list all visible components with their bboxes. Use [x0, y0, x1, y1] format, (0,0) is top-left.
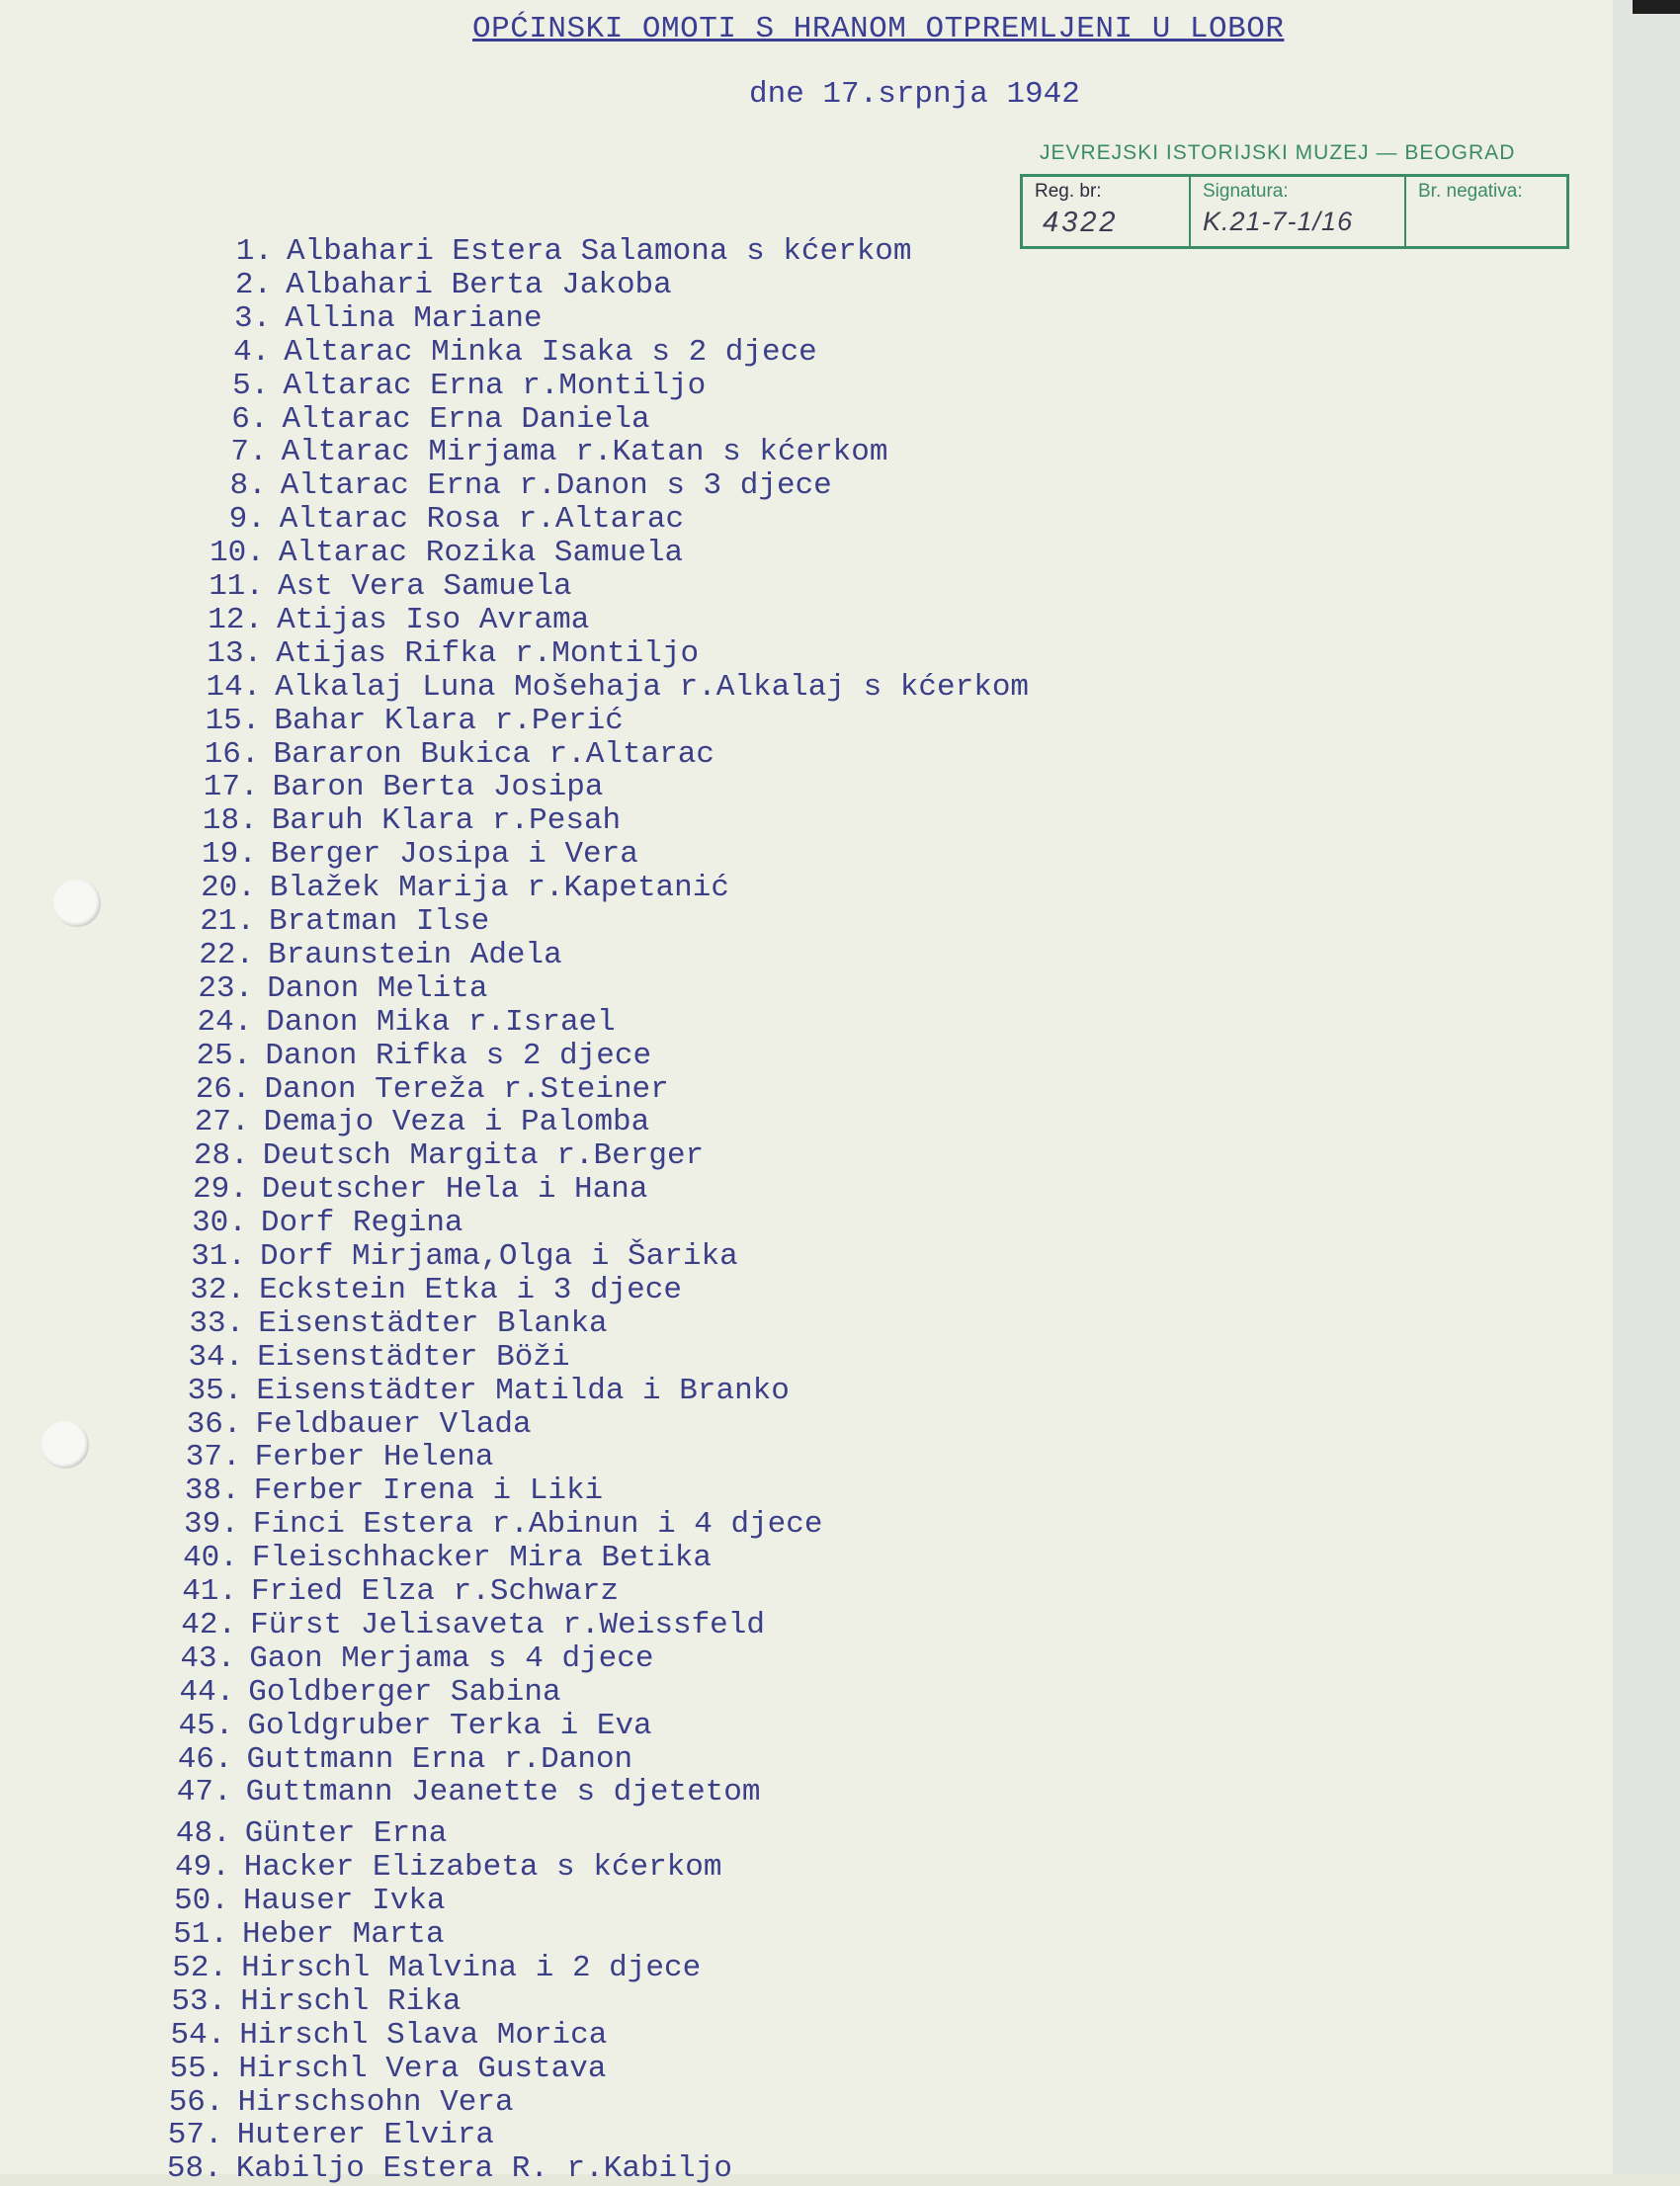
entry-number: 54.: [170, 2017, 226, 2053]
entry-name: Blažek Marija r.Kapetanić: [269, 871, 729, 906]
list-item: [158, 2019, 607, 2053]
entry-number: 3.: [233, 300, 272, 336]
entry-name: Guttmann Jeanette s djetetom: [245, 1775, 761, 1810]
list-item: [202, 370, 706, 403]
entry-name: Guttmann Erna r.Danon: [246, 1741, 633, 1777]
list-item: [164, 1817, 448, 1851]
entry-number: 28.: [193, 1138, 249, 1174]
entry-name: Altarac Rosa r.Altarac: [279, 502, 685, 538]
entry-number: 57.: [167, 2118, 223, 2153]
stamp-negativ-label: Br. negativa:: [1418, 181, 1523, 202]
list-item: [193, 705, 623, 738]
entry-name: Altarac Erna Daniela: [282, 401, 650, 437]
entry-number: 37.: [185, 1440, 241, 1475]
list-item: [179, 1240, 738, 1274]
entry-number: 35.: [187, 1373, 243, 1408]
entry-name: Eckstein Etka i 3 djece: [259, 1272, 682, 1307]
entry-name: Hirschl Slava Morica: [239, 2017, 608, 2053]
punch-hole: [42, 1421, 89, 1469]
entry-number: 55.: [169, 2051, 225, 2086]
list-item: [160, 1952, 701, 1985]
list-item: [157, 2086, 514, 2120]
entry-name: Altarac Erna r.Montiljo: [283, 368, 707, 403]
stamp-reg-label: Reg. br:: [1035, 181, 1102, 202]
list-item: [167, 1676, 560, 1710]
list-item: [174, 1441, 494, 1474]
list-item: [182, 1139, 704, 1173]
list-item: [165, 1776, 761, 1809]
entry-number: 2.: [234, 267, 273, 302]
entry-number: 53.: [171, 1983, 227, 2019]
entry-name: Huterer Elvira: [236, 2118, 495, 2153]
entry-name: Altarac Rozika Samuela: [278, 536, 684, 571]
list-item: [169, 1609, 765, 1642]
list-item: [178, 1274, 682, 1307]
entry-name: Feldbauer Vlada: [255, 1406, 532, 1442]
list-item: [199, 503, 684, 537]
entry-name: Gaon Merjama s 4 djece: [249, 1640, 654, 1676]
list-item: [171, 1542, 712, 1575]
entry-number: 30.: [192, 1206, 247, 1241]
list-item: [205, 269, 672, 302]
entry-name: Danon Tereža r.Steiner: [264, 1071, 669, 1107]
entry-number: 44.: [179, 1674, 235, 1710]
entry-number: 22.: [199, 937, 255, 972]
archive-stamp: [1020, 174, 1569, 249]
list-item: [190, 838, 638, 872]
entry-number: 56.: [168, 2084, 224, 2120]
entry-number: 21.: [200, 904, 255, 939]
document-title: OPĆINSKI OMOTI S HRANOM OTPREMLJENI U LOBOR: [472, 12, 1285, 46]
list-item: [156, 2119, 494, 2152]
entry-name: Goldgruber Terka i Eva: [247, 1708, 652, 1743]
list-item: [180, 1207, 463, 1240]
entry-name: Altarac Erna r.Danon s 3 djece: [280, 468, 832, 504]
list-item: [175, 1408, 532, 1442]
entry-number: 24.: [197, 1004, 253, 1040]
list-item: [196, 604, 589, 637]
entry-number: 5.: [232, 368, 270, 403]
list-item: [197, 570, 572, 604]
entry-name: Hirschl Vera Gustava: [238, 2051, 607, 2086]
entry-number: 10.: [210, 536, 265, 571]
list-item: [166, 1710, 651, 1743]
entry-name: Hacker Elizabeta s kćerkom: [243, 1850, 722, 1886]
entry-name: Hirschl Malvina i 2 djece: [241, 1950, 702, 1985]
list-item: [184, 1040, 651, 1073]
entry-name: Alkalaj Luna Mošehaja r.Alkalaj s kćerkom: [275, 669, 1030, 705]
list-item: [177, 1307, 607, 1341]
entry-number: 58.: [166, 2151, 222, 2186]
entry-name: Albahari Berta Jakoba: [286, 267, 672, 302]
entry-name: Demajo Veza i Palomba: [263, 1105, 650, 1140]
entry-name: Bahar Klara r.Perić: [274, 703, 624, 738]
entry-name: Hirschl Rika: [240, 1983, 462, 2019]
entry-number: 43.: [180, 1640, 236, 1676]
entry-number: 17.: [203, 770, 259, 805]
list-item: [166, 1743, 633, 1777]
list-item: [194, 671, 1029, 705]
entry-name: Baron Berta Josipa: [272, 770, 604, 805]
list-item: [188, 905, 489, 939]
stamp-reg-value: 4322: [1043, 207, 1119, 238]
entry-name: Baruh Klara r.Pesah: [271, 803, 622, 839]
punch-hole: [53, 880, 101, 927]
entry-number: 18.: [202, 803, 258, 839]
list-item: [198, 537, 683, 570]
entry-number: 20.: [201, 871, 256, 906]
entry-number: 40.: [183, 1541, 238, 1576]
entry-number: 52.: [172, 1950, 228, 1985]
entry-name: Ast Vera Samuela: [278, 569, 572, 604]
entry-number: 47.: [176, 1775, 232, 1810]
stamp-signatura-cell: [1191, 177, 1406, 246]
stamp-signatura-label: Signatura:: [1203, 181, 1289, 202]
entry-name: Deutsch Margita r.Berger: [262, 1138, 705, 1174]
entry-number: 49.: [174, 1850, 230, 1886]
entry-number: 34.: [188, 1339, 244, 1375]
entry-name: Dorf Regina: [260, 1206, 463, 1241]
entry-number: 8.: [229, 468, 267, 504]
entry-name: Hauser Ivka: [242, 1884, 446, 1919]
entry-number: 50.: [174, 1884, 229, 1919]
list-item: [187, 939, 562, 972]
list-item: [200, 469, 832, 503]
list-item: [173, 1474, 603, 1508]
entry-name: Deutscher Hela i Hana: [261, 1172, 648, 1208]
list-item: [186, 972, 487, 1006]
entry-name: Hirschsohn Vera: [237, 2084, 514, 2120]
entry-name: Fleischhacker Mira Betika: [251, 1541, 712, 1576]
entry-name: Altarac Mirjama r.Katan s kćerkom: [281, 435, 888, 470]
list-item: [206, 235, 912, 269]
list-item: [201, 436, 888, 469]
entry-number: 4.: [233, 334, 271, 370]
entry-number: 48.: [175, 1816, 231, 1852]
entry-name: Altarac Minka Isaka s 2 djece: [284, 334, 817, 370]
list-item: [193, 738, 714, 772]
entry-name: Braunstein Adela: [268, 937, 562, 972]
entry-name: Eisenstädter Blanka: [258, 1305, 608, 1341]
entry-number: 12.: [208, 602, 264, 637]
entry-number: 29.: [192, 1172, 248, 1208]
entry-number: 25.: [196, 1038, 252, 1073]
list-item: [176, 1341, 569, 1375]
list-item: [185, 1006, 615, 1040]
entry-name: Fried Elza r.Schwarz: [251, 1574, 620, 1609]
list-item: [172, 1508, 823, 1542]
list-item: [192, 771, 604, 804]
list-item: [181, 1173, 648, 1207]
entry-name: Kabiljo Estera R. r.Kabiljo: [235, 2151, 732, 2186]
entry-number: 1.: [235, 234, 273, 269]
entry-number: 23.: [198, 970, 254, 1006]
stamp-reg-cell: [1023, 177, 1191, 246]
list-item: [195, 637, 699, 671]
entry-number: 36.: [186, 1406, 242, 1442]
stamp-institution: JEVREJSKI ISTORIJSKI MUZEJ — BEOGRAD: [1040, 141, 1516, 164]
entry-name: Albahari Estera Salamona s kćerkom: [287, 234, 912, 269]
entry-number: 41.: [182, 1574, 237, 1609]
entry-name: Eisenstädter Matilda i Branko: [256, 1373, 790, 1408]
entry-name: Bararon Bukica r.Altarac: [273, 736, 714, 772]
list-item: [183, 1106, 650, 1139]
document-date: dne 17.srpnja 1942: [749, 77, 1080, 112]
list-item: [170, 1575, 619, 1609]
stamp-signatura-value: K.21-7-1/16: [1203, 207, 1354, 236]
list-item: [163, 1851, 722, 1885]
entry-number: 31.: [191, 1239, 246, 1274]
list-item: [162, 1885, 446, 1918]
entry-number: 11.: [209, 569, 264, 604]
list-item: [155, 2152, 732, 2186]
entry-name: Danon Mika r.Israel: [266, 1004, 616, 1040]
stamp-negativ-cell: [1406, 177, 1566, 246]
entry-name: Berger Josipa i Vera: [270, 837, 638, 873]
list-item: [175, 1375, 790, 1408]
list-item: [203, 336, 817, 370]
list-item: [204, 302, 542, 336]
list-item: [161, 1918, 445, 1952]
entry-number: 7.: [230, 435, 268, 470]
entry-number: 46.: [177, 1741, 233, 1777]
list-item: [191, 804, 621, 838]
entry-number: 16.: [204, 736, 260, 772]
entry-number: 26.: [195, 1071, 251, 1107]
entry-name: Heber Marta: [242, 1917, 445, 1952]
entry-number: 32.: [190, 1272, 246, 1307]
entry-name: Danon Rifka s 2 djece: [265, 1038, 652, 1073]
scanner-margin: [1613, 0, 1680, 2174]
entry-name: Atijas Rifka r.Montiljo: [276, 635, 700, 671]
entry-name: Atijas Iso Avrama: [277, 602, 590, 637]
entry-number: 9.: [228, 502, 266, 538]
entry-name: Allina Mariane: [285, 300, 543, 336]
entry-number: 14.: [206, 669, 262, 705]
entry-number: 15.: [205, 703, 261, 738]
entry-number: 51.: [173, 1917, 228, 1952]
entry-number: 19.: [201, 837, 257, 873]
entry-number: 38.: [184, 1473, 240, 1509]
entry-name: Finci Estera r.Abinun i 4 djece: [252, 1507, 823, 1543]
entry-number: 42.: [181, 1607, 237, 1642]
entry-number: 39.: [183, 1507, 239, 1543]
entry-name: Ferber Irena i Liki: [253, 1473, 604, 1509]
entry-name: Danon Melita: [267, 970, 488, 1006]
list-item: [168, 1642, 653, 1676]
entry-number: 6.: [231, 401, 269, 437]
entry-name: Ferber Helena: [254, 1440, 494, 1475]
list-item: [202, 403, 650, 437]
scanner-corner: [1633, 0, 1680, 14]
list-item: [189, 872, 729, 905]
list-item: [184, 1073, 669, 1107]
entry-number: 27.: [194, 1105, 250, 1140]
entry-name: Eisenstädter Böži: [257, 1339, 570, 1375]
entry-name: Dorf Mirjama,Olga i Šarika: [260, 1239, 738, 1274]
entry-number: 33.: [189, 1305, 245, 1341]
list-item: [157, 2053, 606, 2086]
entry-name: Fürst Jelisaveta r.Weissfeld: [250, 1607, 765, 1642]
entry-name: Günter Erna: [244, 1816, 448, 1852]
entry-name: Goldberger Sabina: [248, 1674, 561, 1710]
entry-number: 13.: [207, 635, 263, 671]
list-item: [159, 1985, 461, 2019]
entry-name: Bratman Ilse: [269, 904, 490, 939]
entry-number: 45.: [178, 1708, 234, 1743]
